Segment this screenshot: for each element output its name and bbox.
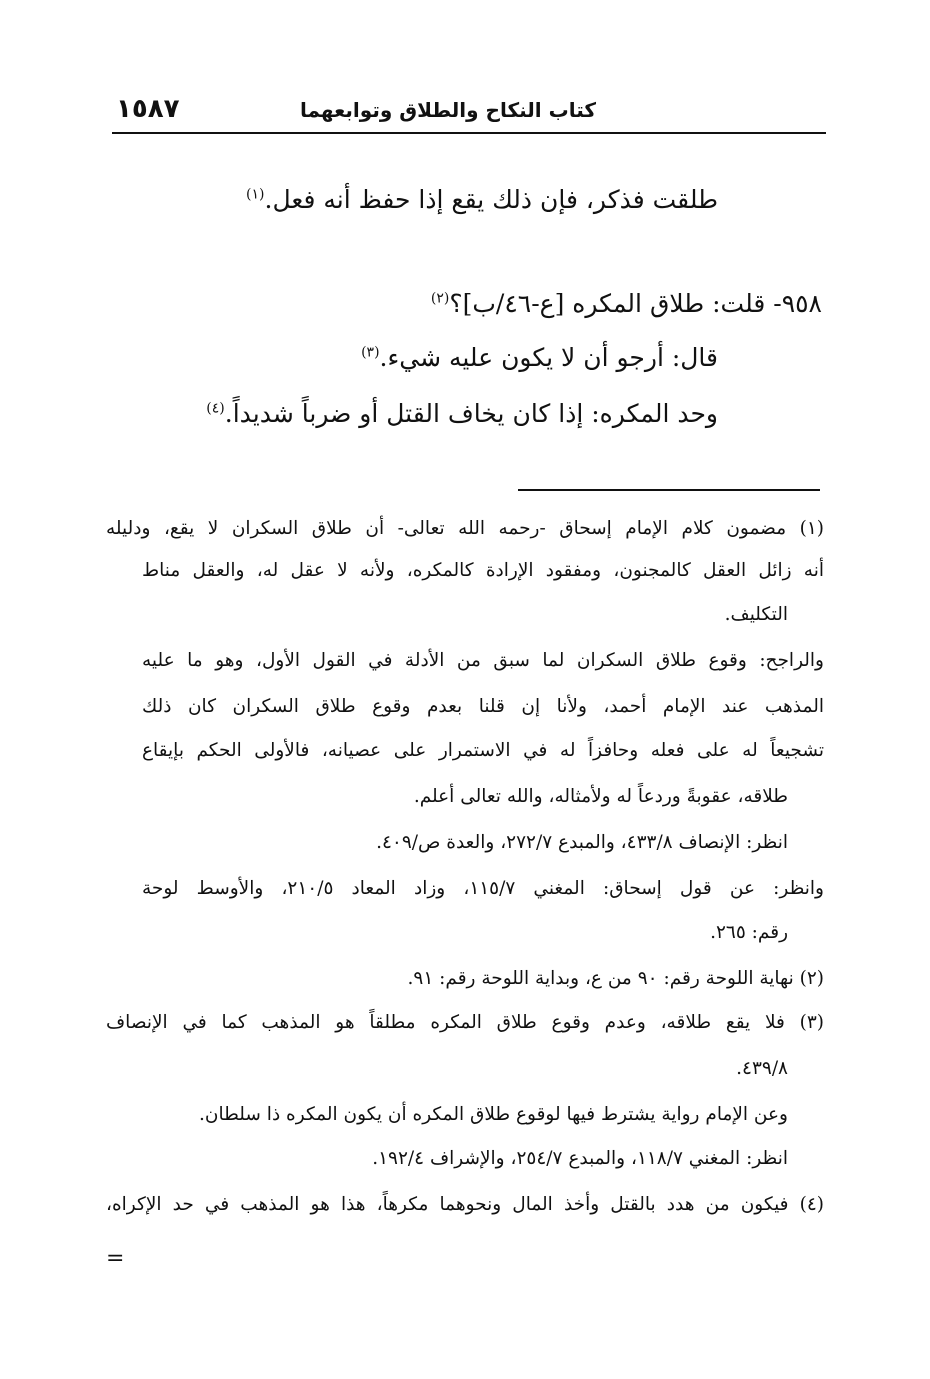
footnote-1-line: (١) مضمون كلام الإمام إسحاق -رحمه الله تعالى- أن طلاق السكران لا يقع، ودليله [106,518,824,539]
footnote-3-line: ٤٣٩/٨. [736,1058,788,1079]
footnote-1-line: طلاقه، عقوبةً وردعاً له ولأمثاله، والله تعالى أعلم. [413,786,788,807]
main-line-2: ٩٥٨- قلت: طلاق المكره [ع-٤٦/ب]؟$^{(٢)}$ [430,289,822,318]
footnote-1-line: رقم: ٢٦٥. [710,922,788,943]
footnote-1-line: والراجح: وقوع طلاق السكران لما سبق من الأدلة في القول الأول، وهو ما عليه [142,650,824,671]
footnote-1-line: أنه زائل العقل كالمجنون، ومفقود الإرادة كالمكره، ولأنه لا عقل له، والعقل مناط [142,560,824,581]
footnote-separator [518,489,820,491]
footnote-ref-4: (٤) [206,400,225,417]
main-line-3: قال: أرجو أن لا يكون عليه شيء.$^{(٣)}$ [361,343,718,372]
footnote-3-line: (٣) فلا يقع طلاقه، وعدم وقوع طلاق المكره مطلقاً هو المذهب كما في الإنصاف [106,1012,824,1033]
footnote-1-line: المذهب عند الإمام أحمد، ولأنا إن قلنا بعدم وقوع طلاق السكران كان ذلك [142,696,824,717]
footnote-3-line: انظر: المغني ١١٨/٧، والمبدع ٢٥٤/٧، والإشراف ١٩٢/٤. [372,1148,788,1169]
main-line-1: طلقت فذكر، فإن ذلك يقع إذا حفظ أنه فعل.$^{(١)}$ [246,185,718,214]
footnote-ref-2: (٢) [430,290,450,307]
continuation-mark: = [106,1246,125,1271]
footnote-ref-3: (٣) [361,344,380,361]
footnote-3-line: وعن الإمام رواية يشترط فيها لوقوع طلاق المكره أن يكون المكره ذا سلطان. [199,1104,788,1125]
footnote-1-line: تشجيعاً له على فعله وحافزاً له في الاستمرار على عصيانه، فالأولى الحكم بإيقاع [142,740,824,761]
page-header [112,92,826,134]
footnote-4-line: (٤) فيكون من هدد بالقتل وأخذ المال ونحوهما مكرهاً، هذا هو المذهب في حد الإكراه، [106,1194,824,1215]
main-line-4: وحد المكره: إذا كان يخاف القتل أو ضرباً شديداً.$^{(٤)}$ [206,399,718,428]
footnote-ref-1: (١) [246,186,265,203]
footnote-1-line: وانظر: عن قول إسحاق: المغني ١١٥/٧، وزاد المعاد ٢١٠/٥، والأوسط لوحة [142,878,824,899]
footnote-1-line: انظر: الإنصاف ٤٣٣/٨، والمبدع ٢٧٢/٧، والعدة ص/٤٠٩. [376,832,788,853]
running-title: كتاب النكاح والطلاق وتوابعهما [300,98,596,122]
page-number: ١٥٨٧ [116,94,180,124]
footnote-1-line: التكليف. [724,604,788,625]
footnote-2-line: (٢) نهاية اللوحة رقم: ٩٠ من ع، وبداية اللوحة رقم: ٩١. [407,968,824,989]
